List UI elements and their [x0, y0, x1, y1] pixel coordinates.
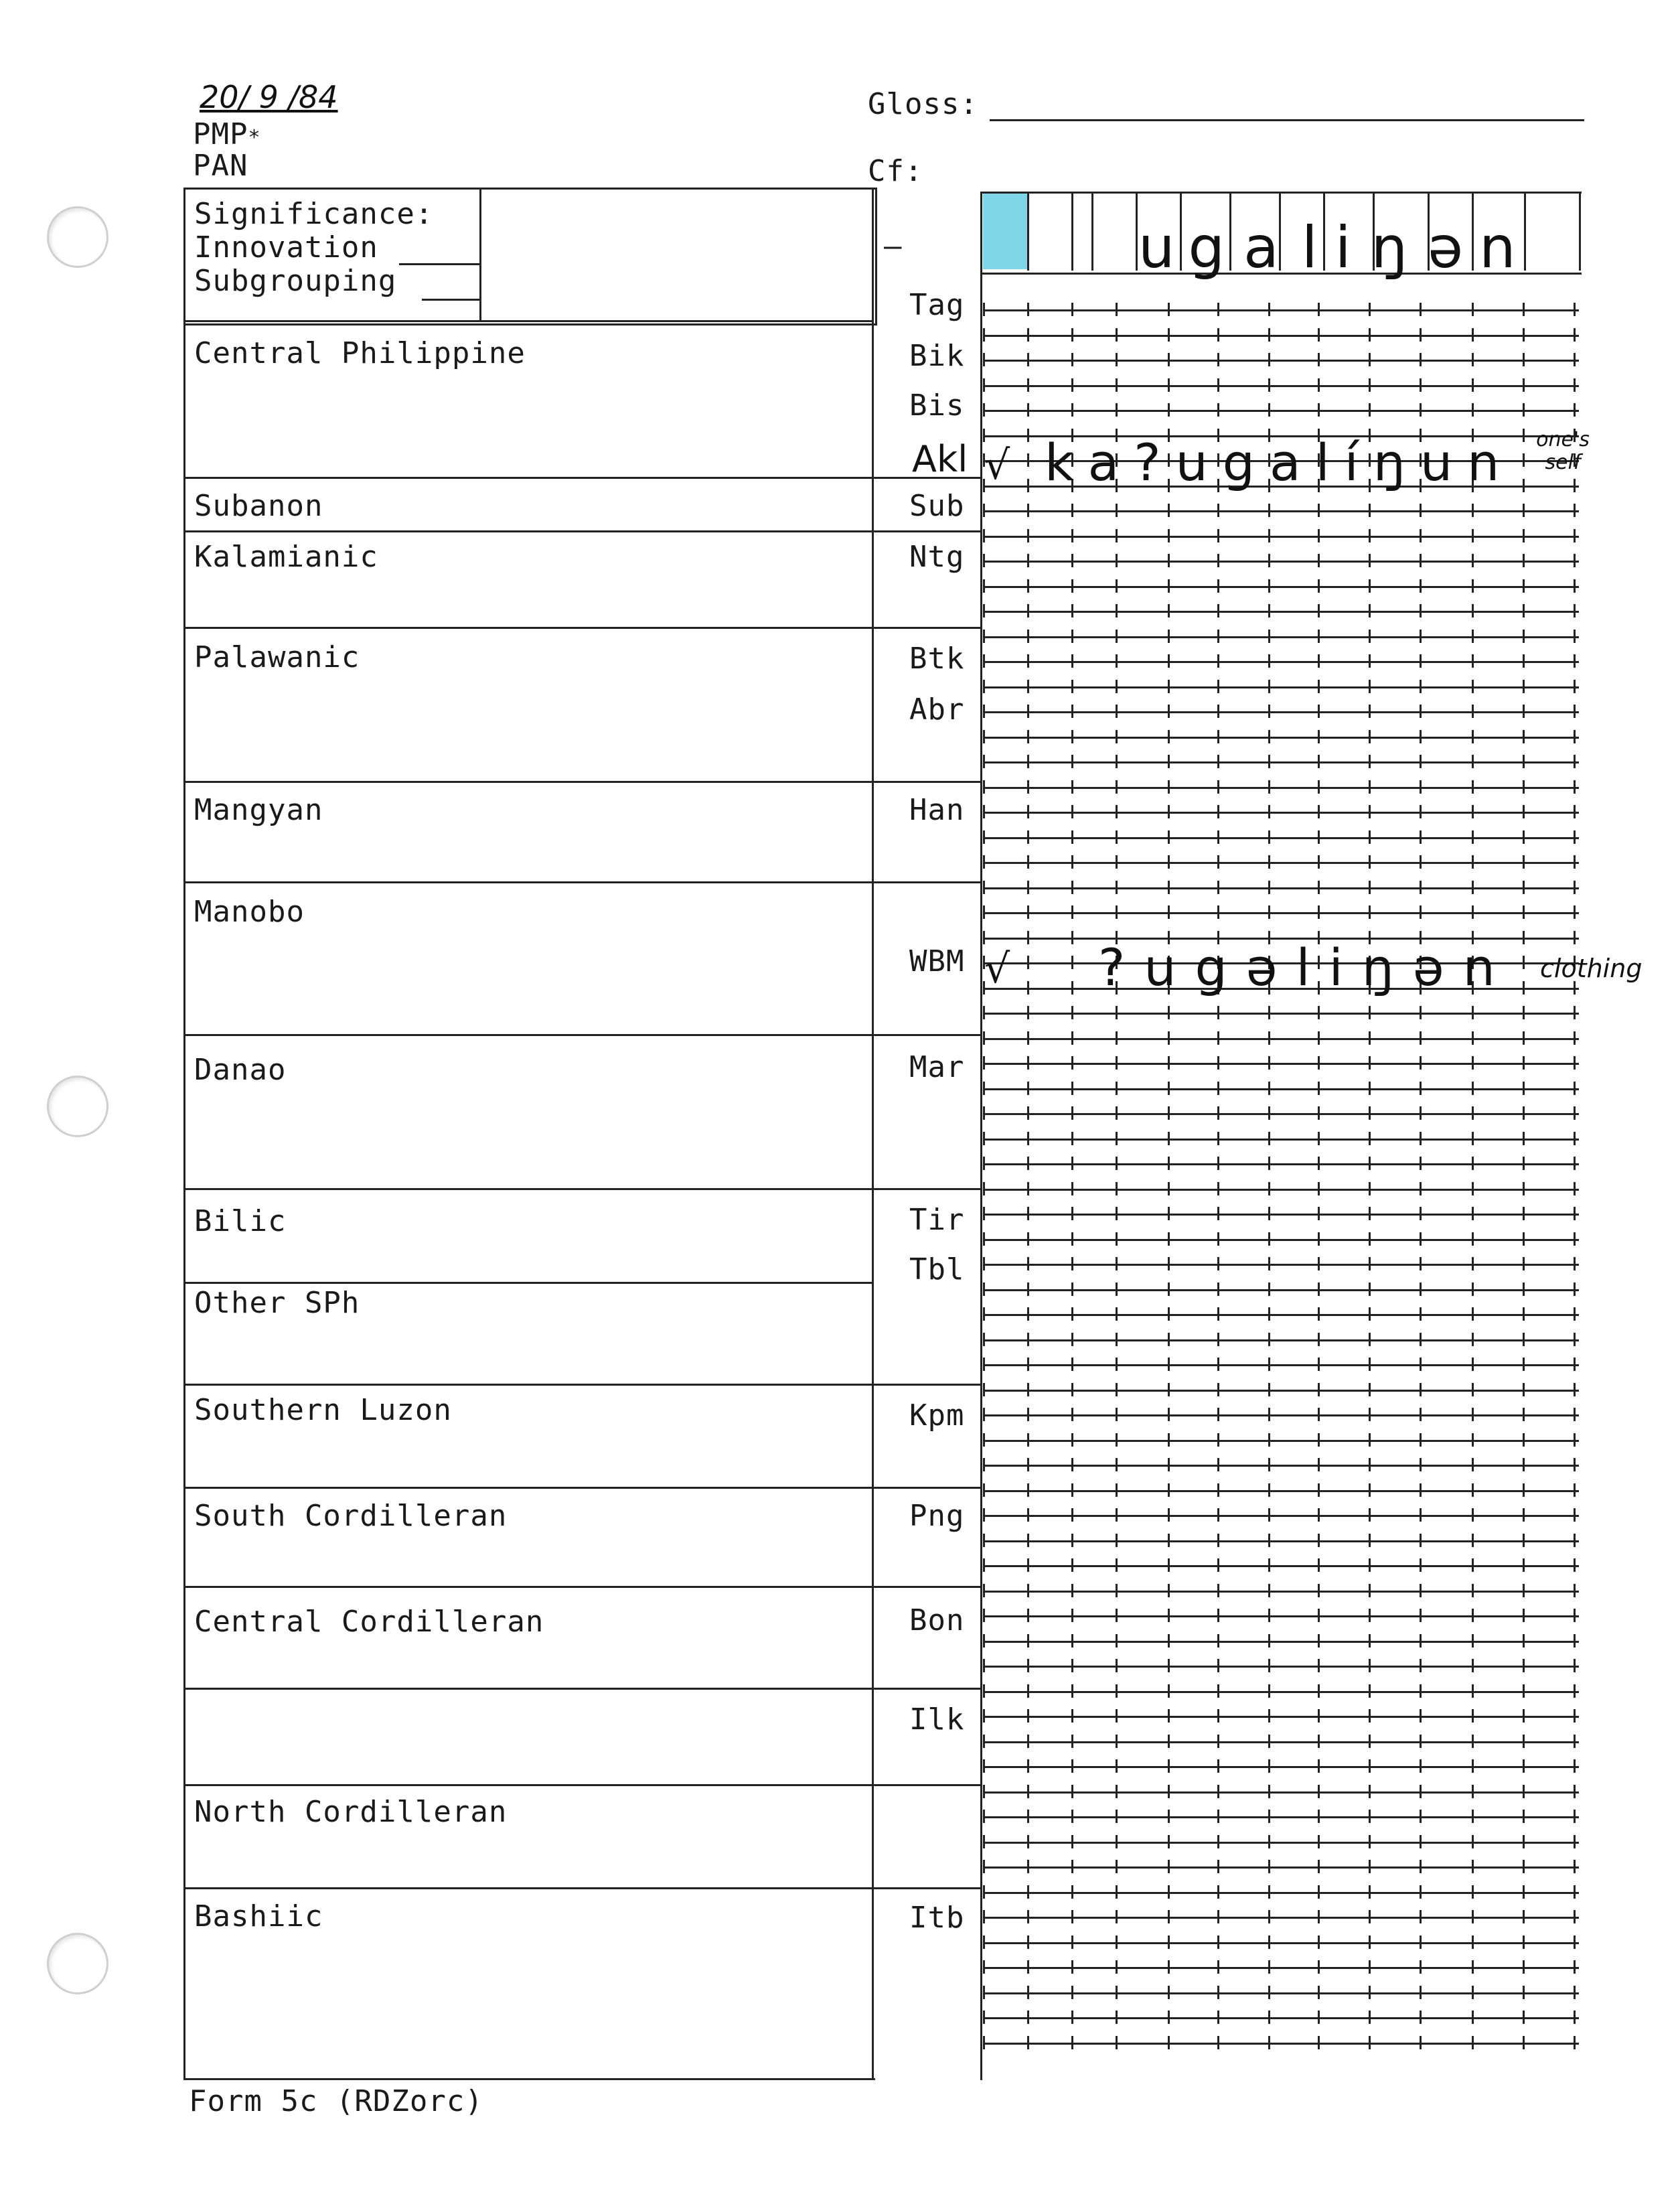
group-central-philippine: Central Philippine: [194, 336, 526, 370]
highlight-cell: [983, 194, 1027, 269]
group-bilic: Bilic: [194, 1204, 287, 1238]
lang-abr: Abr: [909, 692, 965, 727]
lang-png: Png: [909, 1499, 965, 1533]
ruled-line: [983, 2010, 1579, 2024]
ruled-line: [983, 1659, 1579, 1672]
group-kalamianic: Kalamianic: [194, 540, 378, 574]
ruled-line: [983, 905, 1579, 919]
ruled-line: [983, 1383, 1579, 1396]
ruled-line: [983, 680, 1579, 693]
ruled-line: [983, 1935, 1579, 1949]
group-manobo: Manobo: [194, 895, 305, 929]
punch-hole: [47, 206, 108, 268]
group-palawanic: Palawanic: [194, 640, 360, 674]
ruled-line: [983, 353, 1579, 366]
punch-hole: [47, 1933, 108, 1994]
ruled-line: [983, 604, 1579, 617]
ruled-line: [983, 1283, 1579, 1296]
group-central-cordilleran: Central Cordilleran: [194, 1605, 544, 1639]
ruled-line: [983, 1609, 1579, 1622]
lang-btk: Btk: [909, 642, 965, 676]
ruled-line: [983, 1182, 1579, 1195]
ruled-line: [983, 755, 1579, 768]
akl-check: √: [984, 442, 1010, 489]
ruled-line: [983, 855, 1579, 869]
ruled-line: [983, 1157, 1579, 1170]
ruled-line: [983, 529, 1579, 542]
ruled-line: [983, 1333, 1579, 1346]
ruled-line: [983, 1082, 1579, 1095]
lang-itb: Itb: [909, 1901, 965, 1935]
form-footer: Form 5c (RDZorc): [189, 2084, 483, 2118]
ruled-line: [983, 1759, 1579, 1773]
ruled-line: [983, 1986, 1579, 1999]
ruled-line: [983, 1709, 1579, 1723]
ruled-line: [983, 730, 1579, 743]
dash-mark: —: [884, 229, 903, 263]
gloss-line: [990, 119, 1584, 121]
ruled-line: [983, 1408, 1579, 1421]
significance-label: Significance:: [194, 197, 434, 231]
ruled-line: [983, 881, 1579, 894]
lang-akl: Akl: [912, 438, 968, 480]
ruled-line: [983, 1835, 1579, 1848]
lang-wbm: WBM: [909, 944, 965, 978]
ruled-line: [983, 579, 1579, 593]
ruled-line: [983, 1056, 1579, 1070]
ruled-line: [983, 1257, 1579, 1270]
ruled-line: [983, 1106, 1579, 1120]
lang-sub: Sub: [909, 489, 965, 523]
ruled-line: [983, 1584, 1579, 1597]
ruled-line: [983, 1960, 1579, 1974]
ruled-line: [983, 830, 1579, 844]
ruled-line: [983, 2036, 1579, 2049]
akl-note: one's self: [1536, 428, 1590, 474]
ruled-line: [983, 1910, 1579, 1923]
lang-bis: Bis: [909, 388, 965, 423]
ruled-line: [983, 1358, 1579, 1371]
ruled-line: [983, 1508, 1579, 1522]
pan-label: PAN: [193, 149, 248, 183]
ruled-line: [983, 554, 1579, 567]
lang-tbl: Tbl: [909, 1252, 965, 1287]
group-danao: Danao: [194, 1053, 287, 1087]
ruled-line: [983, 1483, 1579, 1497]
divider: [980, 192, 982, 2080]
punch-hole: [47, 1076, 108, 1137]
group-other-sph: Other SPh: [194, 1286, 360, 1320]
wbm-check: √: [984, 946, 1010, 993]
lang-kpm: Kpm: [909, 1398, 965, 1433]
ruled-line: [983, 1307, 1579, 1321]
ruled-line: [983, 403, 1579, 417]
lang-bik: Bik: [909, 339, 965, 373]
innovation-label: Innovation: [194, 230, 378, 265]
ruled-line: [983, 328, 1579, 342]
ruled-line: [983, 504, 1579, 517]
ruled-line: [983, 780, 1579, 794]
pmp-label: PMP*: [193, 117, 261, 151]
lang-tag: Tag: [909, 288, 965, 322]
reconstruction-form: u g a l i ŋ ə n: [1138, 214, 1516, 281]
ruled-line: [983, 1207, 1579, 1220]
cf-label: Cf:: [868, 154, 923, 188]
ruled-line: [983, 705, 1579, 718]
ruled-line: [983, 378, 1579, 392]
ruled-line: [983, 1458, 1579, 1471]
wbm-form: ?ugəliŋən: [1098, 938, 1514, 997]
lang-han: Han: [909, 793, 965, 827]
lang-ilk: Ilk: [909, 1702, 965, 1737]
ruled-line: [983, 1810, 1579, 1823]
akl-form: ka?ugalíŋun: [1045, 433, 1515, 492]
ruled-line: [983, 805, 1579, 818]
ruled-line: [983, 1860, 1579, 1873]
wbm-note: clothing: [1540, 954, 1643, 983]
group-south-cordilleran: South Cordilleran: [194, 1499, 508, 1533]
ruled-line: [983, 1558, 1579, 1572]
date: 20/ 9 /84: [200, 79, 338, 115]
ruled-line: [983, 1785, 1579, 1798]
ruled-line: [983, 1634, 1579, 1648]
ruled-line: [983, 303, 1579, 316]
lang-bon: Bon: [909, 1603, 965, 1637]
ruled-line: [983, 1885, 1579, 1899]
group-bashiic: Bashiic: [194, 1899, 323, 1933]
ruled-line: [983, 654, 1579, 668]
group-north-cordilleran: North Cordilleran: [194, 1795, 508, 1829]
ruled-line: [983, 1031, 1579, 1045]
ruled-line: [983, 1232, 1579, 1246]
group-mangyan: Mangyan: [194, 793, 323, 827]
ruled-line: [983, 630, 1579, 643]
ruled-line: [983, 1006, 1579, 1019]
divider: [872, 189, 874, 2079]
lang-mar: Mar: [909, 1050, 965, 1084]
ruled-line: [983, 1684, 1579, 1698]
subgrouping-label: Subgrouping: [194, 264, 397, 298]
lang-tir: Tir: [909, 1203, 965, 1237]
ruled-line: [983, 1534, 1579, 1547]
gloss-label: Gloss:: [868, 87, 978, 121]
lang-ntg: Ntg: [909, 540, 965, 574]
group-subanon: Subanon: [194, 489, 323, 523]
ruled-line: [983, 1433, 1579, 1447]
ruled-line: [983, 1132, 1579, 1145]
group-southern-luzon: Southern Luzon: [194, 1393, 452, 1427]
ruled-line: [983, 1735, 1579, 1748]
